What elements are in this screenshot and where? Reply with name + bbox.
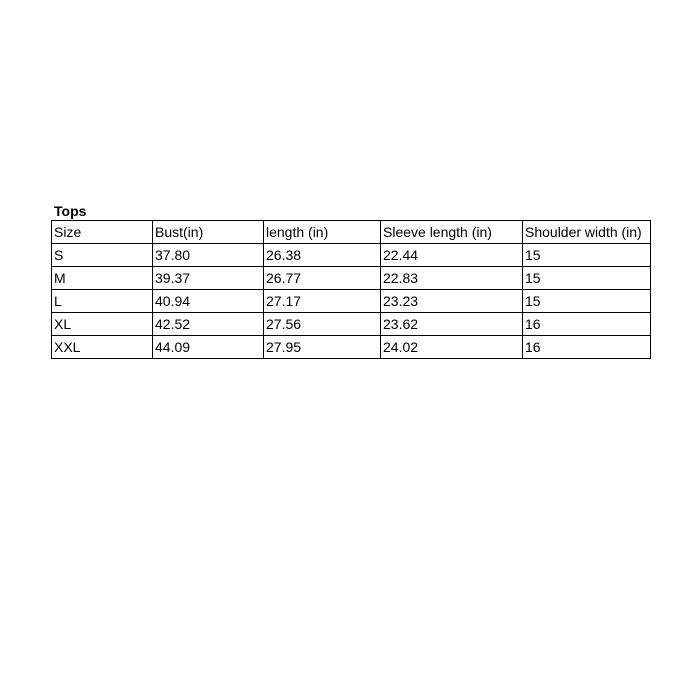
- length-cell: 26.77: [264, 267, 381, 290]
- bust-cell: 39.37: [153, 267, 264, 290]
- length-cell: 26.38: [264, 244, 381, 267]
- bust-cell: 37.80: [153, 244, 264, 267]
- table-row: [52, 290, 651, 313]
- header-cell-length: length (in): [264, 221, 381, 244]
- length-cell: 27.17: [264, 290, 381, 313]
- sleeve-length-cell: 23.23: [381, 290, 523, 313]
- table-header-row: [52, 221, 651, 244]
- sleeve-length-cell: 24.02: [381, 336, 523, 359]
- size-cell: M: [52, 267, 153, 290]
- size-chart: [51, 202, 651, 359]
- header-cell-bust: Bust(in): [153, 221, 264, 244]
- size-cell: L: [52, 290, 153, 313]
- table-row: [52, 267, 651, 290]
- header-cell-size: Size: [52, 221, 153, 244]
- shoulder-width-cell: 15: [523, 290, 651, 313]
- header-cell-shoulder-width: Shoulder width (in): [523, 221, 651, 244]
- size-cell: XXL: [52, 336, 153, 359]
- table-row: [52, 244, 651, 267]
- chart-title: Tops: [54, 203, 87, 219]
- table-row: [52, 336, 651, 359]
- sleeve-length-cell: 22.83: [381, 267, 523, 290]
- bust-cell: 40.94: [153, 290, 264, 313]
- shoulder-width-cell: 15: [523, 244, 651, 267]
- shoulder-width-cell: 16: [523, 313, 651, 336]
- bust-cell: 42.52: [153, 313, 264, 336]
- table-row: [52, 313, 651, 336]
- sleeve-length-cell: 22.44: [381, 244, 523, 267]
- shoulder-width-cell: 15: [523, 267, 651, 290]
- bust-cell: 44.09: [153, 336, 264, 359]
- header-cell-sleeve-length: Sleeve length (in): [381, 221, 523, 244]
- length-cell: 27.95: [264, 336, 381, 359]
- sleeve-length-cell: 23.62: [381, 313, 523, 336]
- shoulder-width-cell: 16: [523, 336, 651, 359]
- size-cell: XL: [52, 313, 153, 336]
- size-table: [51, 220, 651, 359]
- size-cell: S: [52, 244, 153, 267]
- length-cell: 27.56: [264, 313, 381, 336]
